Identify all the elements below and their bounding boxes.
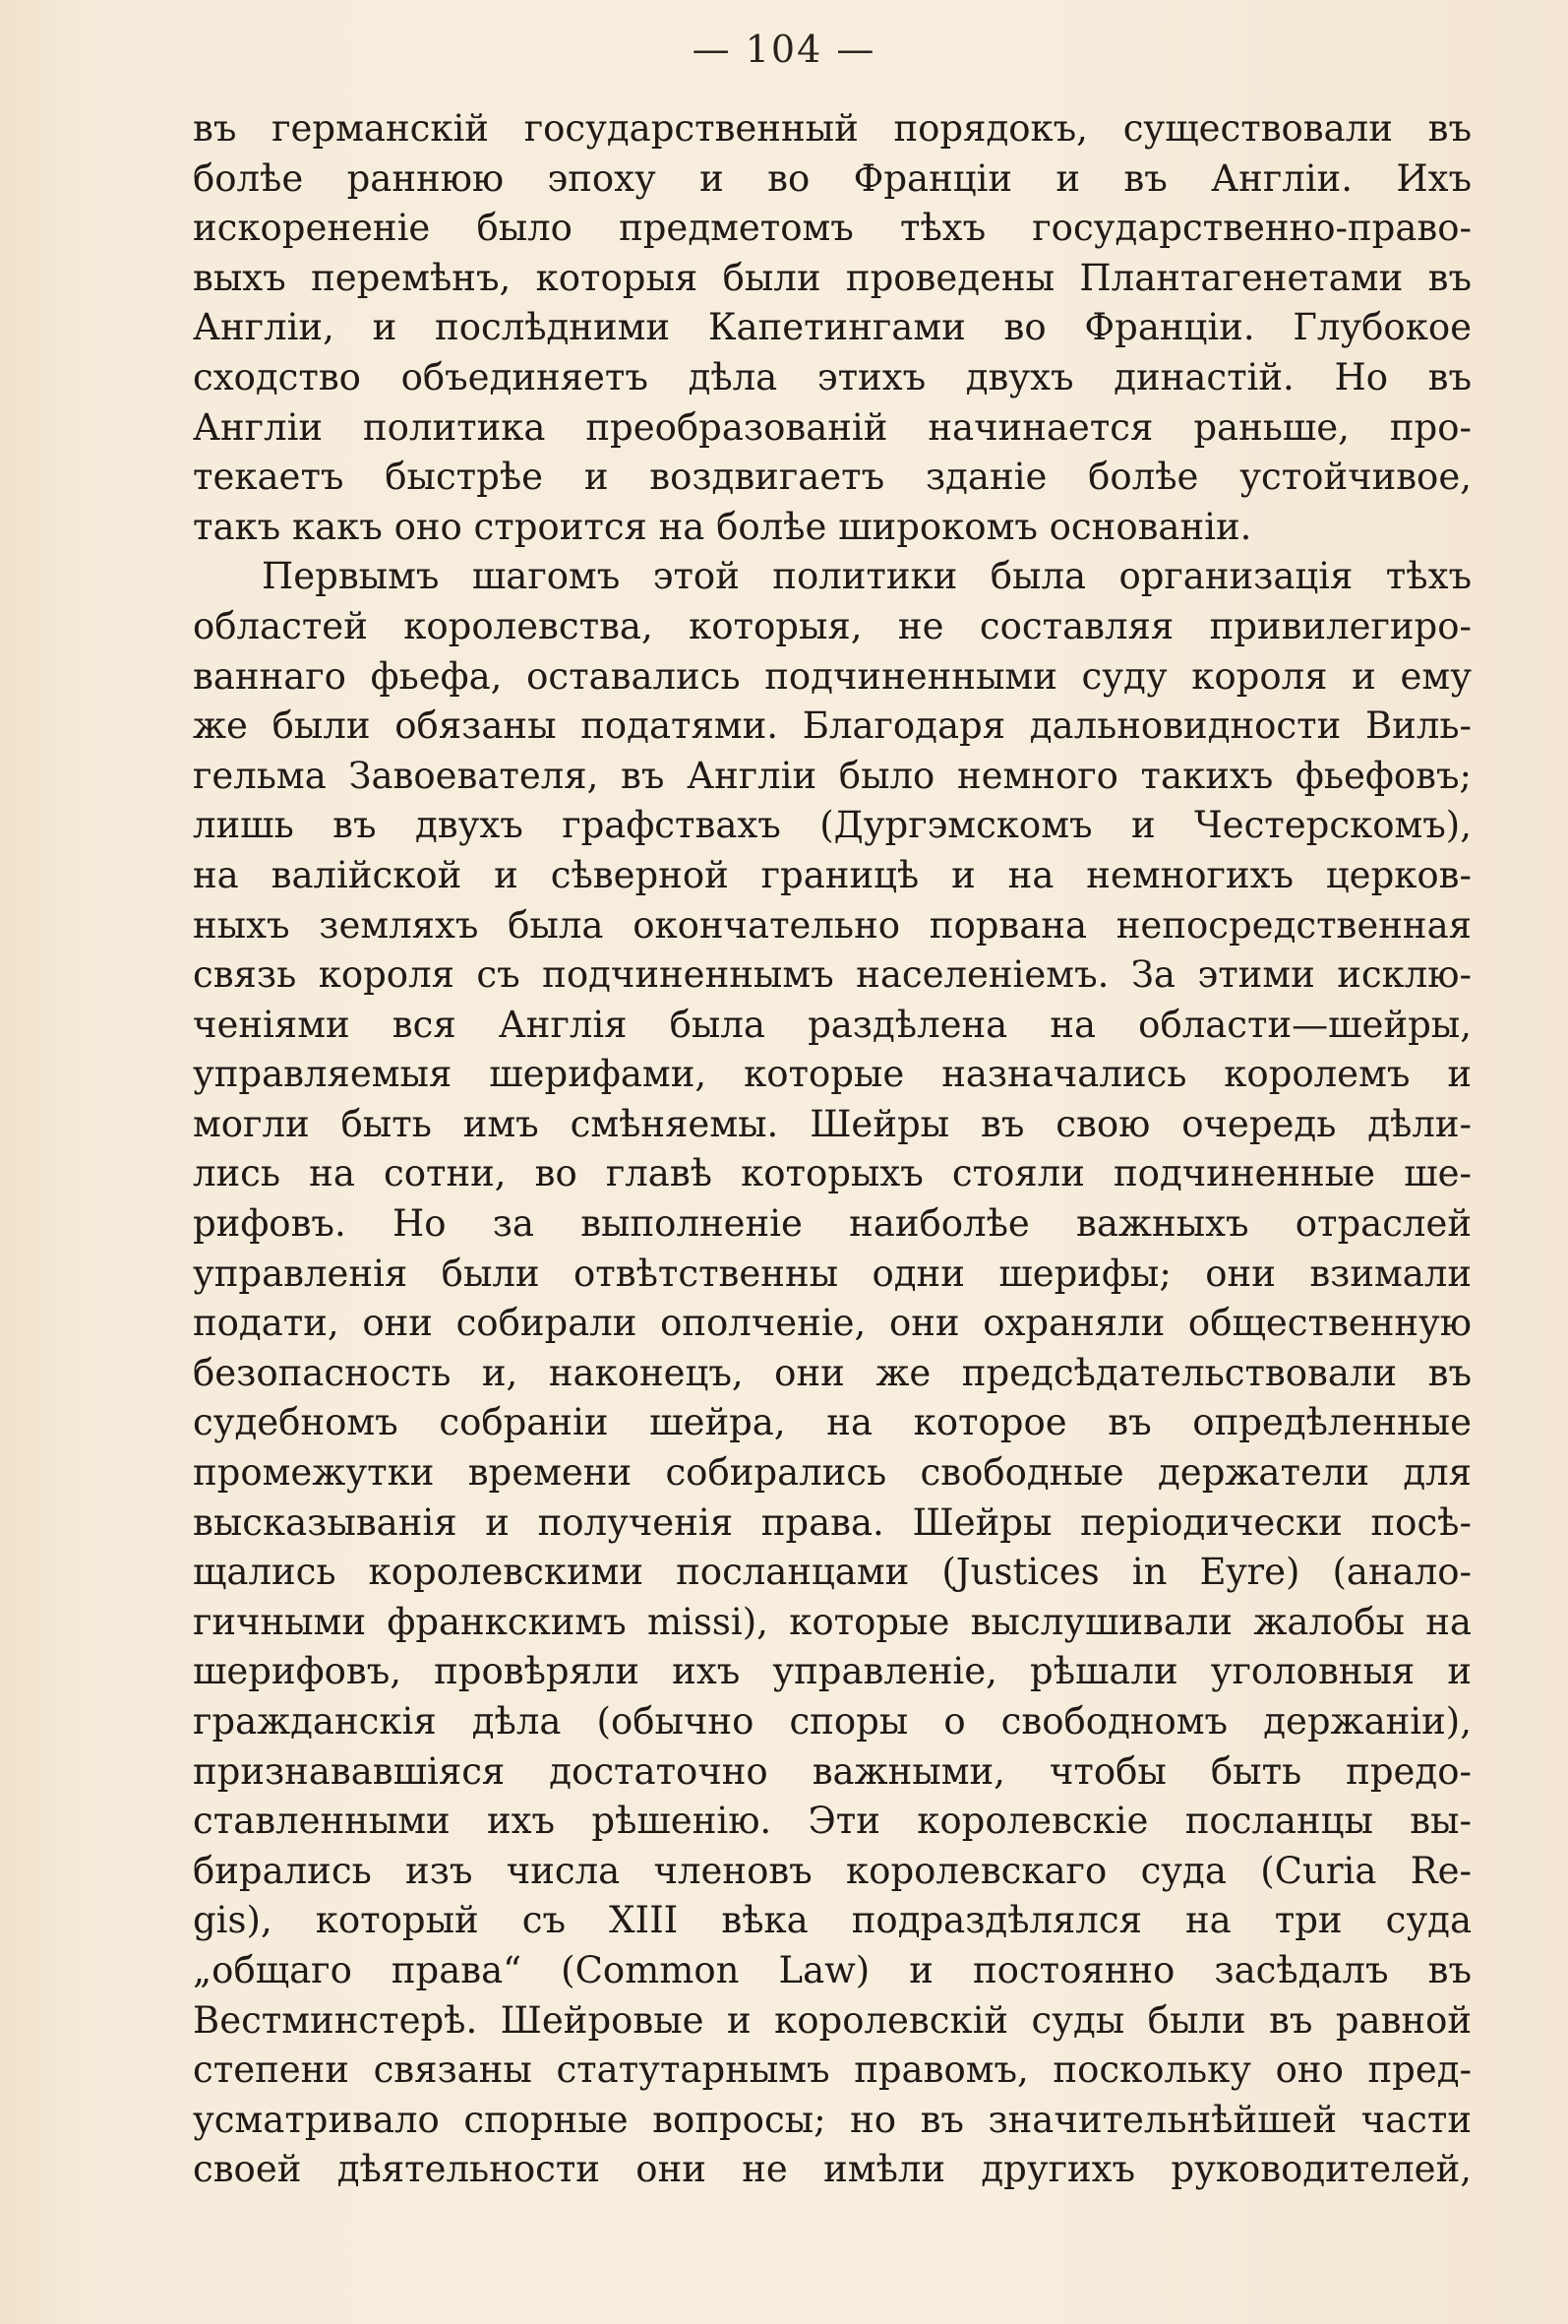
text-line: искорененіе было предметомъ тѣхъ государственно-право- [193, 207, 1472, 250]
text-line: Англіи политика преобразованій начинается раньше, про- [193, 405, 1472, 449]
text-line: могли быть имъ смѣняемы. Шейры въ свою очередь дѣли- [193, 1102, 1472, 1145]
text-line: управляемыя шерифами, которые назначались королемъ и [193, 1053, 1472, 1096]
text-line: выхъ перемѣнъ, которыя были проведены Плантагенетами въ [193, 256, 1472, 299]
text-line: управленія были отвѣтственны одни шерифы; они взимали [193, 1252, 1472, 1295]
text-line: на валійской и сѣверной границѣ и на немногихъ церков- [193, 853, 1472, 896]
text-line: лишь въ двухъ графствахъ (Дургэмскомъ и Честерскомъ), [193, 804, 1472, 847]
text-line: щались королевскими посланцами (Justices in Eyre) (анало- [193, 1551, 1472, 1594]
text-line: гельма Завоевателя, въ Англіи было немного такихъ фьефовъ; [193, 754, 1472, 797]
text-line: судебномъ собраніи шейра, на которое въ опредѣленные [193, 1401, 1472, 1444]
text-line: высказыванія и полученія права. Шейры періодически посѣ- [193, 1500, 1472, 1544]
text-line: ныхъ земляхъ была окончательно порвана непосредственная [193, 903, 1472, 947]
text-line: Вестминстерѣ. Шейровые и королевскій суды были въ равной [193, 1998, 1472, 2042]
text-line: ставленными ихъ рѣшенію. Эти королевскіе посланцы вы- [193, 1800, 1472, 1843]
text-line: въ германскій государственный порядокъ, существовали въ [193, 107, 1472, 150]
text-line: gis), который съ XIII вѣка подраздѣлялся на три суда [193, 1899, 1472, 1942]
text-line: безопасность и, наконецъ, они же предсѣдательствовали въ [193, 1351, 1472, 1394]
paragraph-start-line: Первымъ шагомъ этой политики была организація тѣхъ [262, 555, 1472, 598]
text-line: промежутки времени собирались свободные держатели для [193, 1451, 1472, 1495]
text-line: сходство объединяетъ дѣла этихъ двухъ династій. Но въ [193, 355, 1472, 398]
text-line: бирались изъ числа членовъ королевскаго суда (Curia Re- [193, 1849, 1472, 1892]
text-line: связь короля съ подчиненнымъ населеніемъ. За этими исклю- [193, 953, 1472, 997]
text-line: „общаго права“ (Common Law) и постоянно засѣдалъ въ [193, 1948, 1472, 1991]
text-line: своей дѣятельности они не имѣли другихъ руководителей, [193, 2148, 1472, 2191]
text-line: усматривало спорные вопросы; но въ значительнѣйшей части [193, 2098, 1472, 2141]
text-line: текаетъ быстрѣе и воздвигаетъ зданіе болѣе устойчивое, [193, 456, 1472, 499]
text-line: болѣе раннюю эпоху и во Франціи и въ Англіи. Ихъ [193, 156, 1472, 200]
text-line: Англіи, и послѣдними Капетингами во Франціи. Глубокое [193, 306, 1472, 349]
text-line: подати, они собирали ополченіе, они охраняли общественную [193, 1302, 1472, 1345]
text-line: ваннаго фьефа, оставались подчиненными суду короля и ему [193, 654, 1472, 698]
text-line: шерифовъ, провѣряли ихъ управленіе, рѣшали уголовныя и [193, 1650, 1472, 1693]
body-text [193, 104, 1472, 2195]
text-line: гражданскія дѣла (обычно споры о свободномъ держаніи), [193, 1700, 1472, 1743]
page-number: — 104 — [692, 28, 876, 71]
text-line: гичными франкскимъ missi), которые выслушивали жалобы на [193, 1600, 1472, 1643]
paragraph-end-line: такъ какъ оно строится на болѣе широкомъ основаніи. [193, 505, 1252, 548]
text-line: ченіями вся Англія была раздѣлена на области—шейры, [193, 1003, 1472, 1046]
text-line: признававшіяся достаточно важными, чтобы быть предо- [193, 1749, 1472, 1793]
text-line: степени связаны статутарнымъ правомъ, поскольку оно пред- [193, 2049, 1472, 2092]
text-line: рифовъ. Но за выполненіе наиболѣе важныхъ отраслей [193, 1202, 1472, 1246]
text-line: лись на сотни, во главѣ которыхъ стояли подчиненные ше- [193, 1152, 1472, 1195]
text-line: областей королевства, которыя, не составляя привилегиро- [193, 604, 1472, 647]
text-line: же были обязаны податями. Благодаря дальновидности Виль- [193, 704, 1472, 748]
